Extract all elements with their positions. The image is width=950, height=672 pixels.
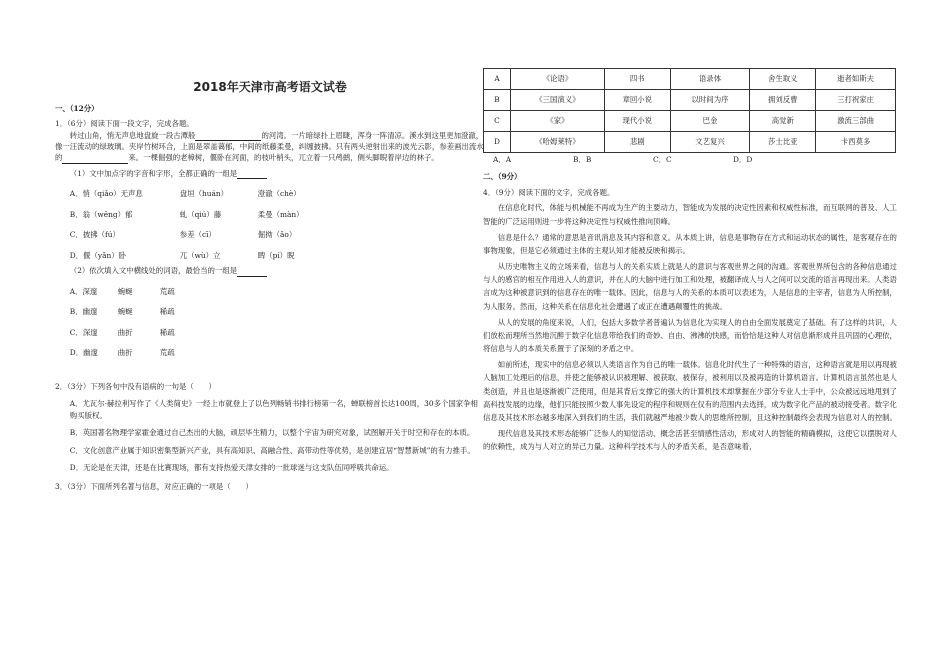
table-cell: 悲剧 (604, 132, 670, 153)
passage-paragraph: 从人的发展的角度来说，人们，包括大多数学者普遍认为信息化为实现人的自由全面发展奠定了基础。有了这样的共识，人们放松而理所当然地沉醉于数字化信息带给我们的奇妙、自由、沸沸的快感，而恰恰是这种人对信息渐形成并且巩固的心理依，将信息与人的本质关系置于了深刻的矛盾之中。 (483, 317, 897, 354)
table-cell: 章回小说 (604, 90, 670, 111)
option-part: 稀疏 (159, 327, 175, 337)
option-part: 稀疏 (159, 307, 175, 317)
passage-paragraph: 信息是什么？通常的意思是音讯消息及其内容和意义。从本质上讲，信息是事物存在方式和运动状态的属性，是客观存在的事物现象，但是它必须通过主体的主观认知才能被反映和揭示。 (483, 232, 897, 255)
q1-passage-part-a: 转过山角，悄无声息地盘旋一段古潭般 (69, 130, 196, 140)
table-cell: 《家》 (511, 111, 605, 132)
q2-option-a[interactable]: A．尤瓦尔·赫拉利写作了《人类简史》一经上市就登上了以色列畅销书排行榜第一名，蝉联榜首长达100周，30多个国家争相购买版权。 (69, 399, 478, 420)
table-row (484, 90, 896, 111)
q1-sub1-option-c[interactable] (55, 229, 485, 240)
table-row (484, 132, 896, 153)
q2-stem: 2．（3分）下列各句中没有语病的一句是（ ） (55, 381, 216, 391)
q1-sub2-option-b[interactable] (55, 306, 485, 317)
q1-passage-part-b: 的河湾。一片暗绿扑上眉睫，浑身一阵清凉。溪水到这里更加澄澈，像一汪流动的绿玻璃。夹岸竹树环合，上面是翠盖蔼郁，中间的纸藤柔曼，纠缠披拂。只有两头逆射出来的波光云影，参差画出流水的 (55, 130, 484, 163)
option-part: C．披拂（fú） (69, 230, 120, 240)
answer-blank-sub2[interactable] (237, 268, 267, 277)
option-part: 盘垣（huán） (179, 189, 229, 199)
option-part: 柔曼（màn） (257, 209, 304, 219)
q1-sub2-option-d[interactable] (55, 347, 485, 358)
table-cell: A (484, 69, 511, 90)
table-cell: D (484, 132, 511, 153)
q3-table (483, 68, 896, 153)
section-2-heading: 二、（9分） (483, 172, 522, 182)
q1-sub2-option-a[interactable] (55, 286, 485, 297)
q3-options (483, 154, 898, 165)
table-cell: 以时间为序 (670, 90, 750, 111)
table-cell: 现代小说 (604, 111, 670, 132)
table-cell: 高觉新 (750, 111, 816, 132)
q3-option-c[interactable]: C．C (653, 155, 672, 164)
option-part: 兀（wù）立 (179, 250, 221, 260)
fill-blank-2[interactable] (62, 155, 128, 164)
option-part: 荒疏 (159, 286, 175, 296)
page-title: 2018年天津市高考语文试卷 (193, 80, 347, 94)
option-part: 参差（cī） (179, 230, 216, 240)
option-part: B．翁（wěng）郁 (69, 209, 133, 219)
option-part: 虬（qiú）藤 (179, 209, 222, 219)
right-column (483, 0, 898, 454)
table-row (484, 69, 896, 90)
q3-stem: 3．（3分）下面所列名著与信息，对应正确的一项是（ ） (55, 482, 253, 492)
option-part: 荒疏 (159, 348, 175, 358)
option-part: 澄澈（chè） (257, 189, 301, 199)
q1-passage-part-c: 来。一棵倔强的老樟树，偃卧在河面，的枝叶梢头，兀立着一只鸬鹚，侧头脚睨着岸边的林子。 (128, 153, 439, 163)
q3-option-b[interactable]: B．B (573, 155, 592, 164)
q1-sub2-text: （2）依次填入文中横线处的词语，最恰当的一组是 (69, 266, 238, 276)
option-part: B．幽邃 (69, 307, 98, 317)
table-cell: 《哈姆莱特》 (511, 132, 605, 153)
option-part: D．偃（yǎn）卧 (69, 250, 127, 260)
q2-option-d[interactable]: D．无论是在天津，还是在比赛现场，都有支持热爱天津女排的一批球迷与这支队伍同呼吸共命运。 (69, 462, 394, 472)
table-cell: 莎士比亚 (750, 132, 816, 153)
answer-blank-sub1[interactable] (237, 170, 267, 179)
option-part: 曲折 (117, 327, 133, 337)
passage-paragraph: 在信息化时代，体能与机械能不再成为生产的主要动力，智能成为发展的决定性因素和权威性标准，而互联网的普及、人工智能的广泛运用则进一步将这种决定性与权威性推向顶峰。 (483, 203, 897, 226)
table-cell: 巴金 (670, 111, 750, 132)
q1-sub1-option-d[interactable] (55, 250, 485, 261)
option-part: A．悄（qiǎo）无声息 (69, 189, 143, 199)
q1-sub1-option-b[interactable] (55, 209, 485, 220)
table-cell: 文艺复兴 (670, 132, 750, 153)
q1-passage (55, 130, 485, 164)
table-cell: 《三国演义》 (511, 90, 605, 111)
q1-sub2 (55, 265, 485, 276)
table-cell: 三打祝家庄 (816, 90, 896, 111)
passage-paragraph: 现代信息及其技术形态能够广泛参人的知觉活动、概念活甚至情感性活动，形成对人的智能的精确模拟，这使它以摆脱对人的依赖性，成为与人对立的异己力量。这种科学技术与人的矛盾关系，是否意味着， (483, 429, 897, 452)
q1-sub1-text: （1）文中加点字的字音和字形，全都正确的一组是 (69, 168, 238, 178)
q3-option-a[interactable]: A．A (493, 155, 512, 164)
table-cell: C (484, 111, 511, 132)
section-1-heading: 一、（12分） (55, 103, 99, 113)
q3-option-d[interactable]: D．D (733, 155, 753, 164)
option-part: 蜿蜒 (117, 307, 133, 317)
option-part: 曲折 (117, 348, 133, 358)
passage-paragraph: 如前所述，现实中的信息必须以人类语言作为自己的唯一载体。信息化时代生了一种特殊的语言，这种语言就是用以再现被人脑加工处理后的信息，并使之能够被认识被理解、被获取、被保存，被利用以及被再造的计算机语言。计算机语言虽然也是人类创造，并且也是逐渐被广泛使用，但是其背后支撑它的强大的计算机技术却掌握在少部分专业人士手中，公众被远远地甩到了高科技发展的边缘，他们只能按照少数人事先设定的程序和规则在仅有的范围内去选择，成为数字化产品的被动接受者。数字化信息及其技术形态越多地深入到我们的生活，我们就越严地被少数人的思维所控制，且这种控制最终会表现为信息对人的控制。 (483, 360, 897, 422)
option-part: 倔拗（ǎo） (257, 230, 297, 240)
table-cell: 四书 (604, 69, 670, 90)
table-row (484, 111, 896, 132)
table-cell: 舍生取义 (750, 69, 816, 90)
table-cell: B (484, 90, 511, 111)
q2-option-b[interactable]: B．英国著名物理学家霍金通过自己杰出的大脑，顽层毕生精力，以整个宇宙为研究对象，试图解开关于时空和存在的本质。 (69, 428, 475, 438)
option-part: D．幽邃 (69, 348, 98, 358)
left-column (55, 0, 485, 493)
table-cell: 拥刘反曹 (750, 90, 816, 111)
q1-sub1-option-a[interactable] (55, 188, 485, 199)
q1-sub2-option-c[interactable] (55, 327, 485, 338)
table-cell: 卡西莫多 (816, 132, 896, 153)
option-part: C．深邃 (69, 327, 98, 337)
table-cell: 逝者如斯夫 (816, 69, 896, 90)
fill-blank-1[interactable] (195, 132, 261, 141)
q2-option-c[interactable]: C．文化创意产业属于知识密集型新兴产业，具有高知识、高融合性、高带动性等优势，是创建宜居“智慧新城”的有力推手。 (69, 445, 475, 455)
passage-paragraph: 从历史唯物主义的立场来看，信息与人的关系实质上就是人的意识与客观世界之间的沟通。客观世界所包含的各种信息通过与人的感官的相互作用进入人的意识，并在人的大脑中进行加工和处理，被翻译成人与人之间可以交流的语言再现出来。人类语言成为这种被意识到的信息存在的唯一载体。因此，信息与人的关系的本质可以表述为，人是信息的主宰者，信息为人所控制，为人服务。然而，这种关系在信息化社会遭遇了或正在遭遇颠覆性的挑战。 (483, 262, 897, 311)
q1-sub1 (55, 168, 485, 179)
q1-stem: 1．（6分）阅读下面一段文字，完成各题。 (55, 119, 194, 129)
table-cell: 《论语》 (511, 69, 605, 90)
option-part: A．深邃 (69, 286, 98, 296)
table-cell: 语录体 (670, 69, 750, 90)
table-cell: 激流三部曲 (816, 111, 896, 132)
option-part: 睥（pí）睨 (257, 250, 295, 260)
q4-stem: 4．（9分）阅读下面的文字，完成各题。 (483, 187, 615, 197)
option-part: 蜿蜒 (117, 286, 133, 296)
